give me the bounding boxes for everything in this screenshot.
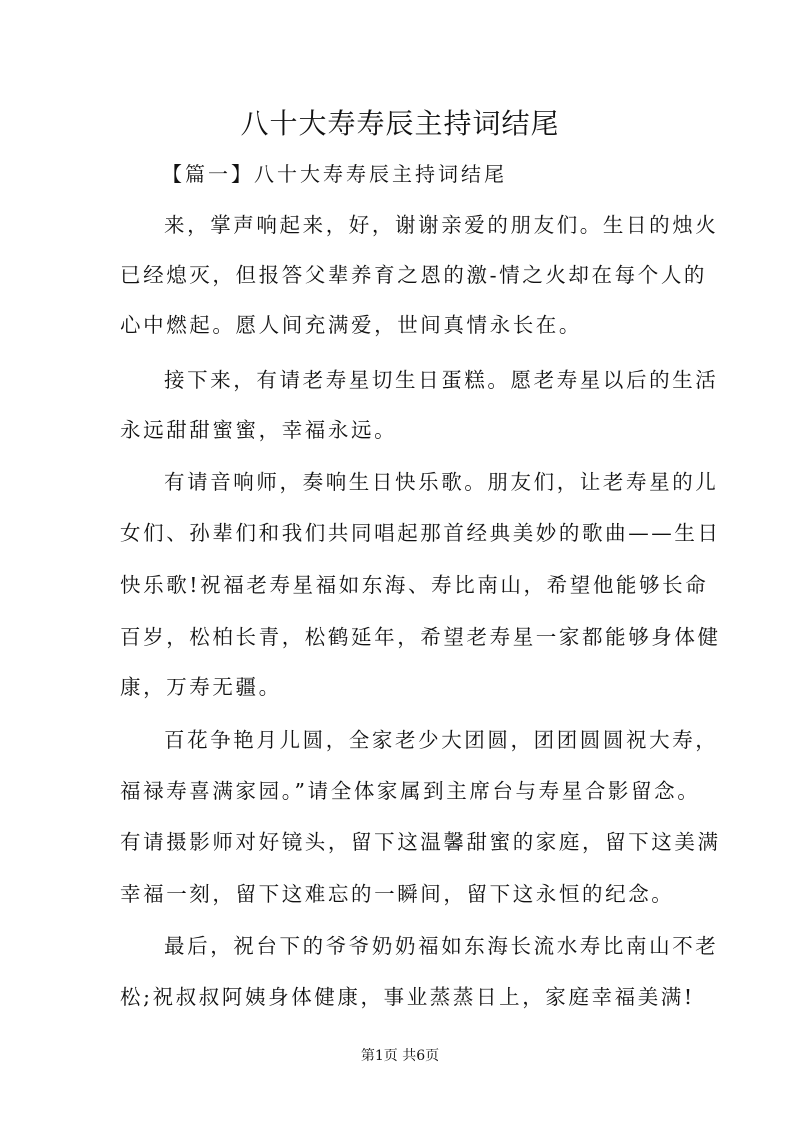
paragraph-3-line-3: 快乐歌!祝福老寿星福如东海、寿比南山，希望他能够长命: [120, 573, 709, 597]
paragraph-2-line-2: 永远甜甜蜜蜜，幸福永远。: [120, 418, 398, 442]
paragraph-4-line-2: 福禄寿喜满家园。”请全体家属到主席台与寿星合影留念。: [120, 779, 701, 803]
paragraph-4-line-3: 有请摄影师对好镜头，留下这温馨甜蜜的家庭，留下这美满: [120, 830, 721, 854]
section-heading: 【篇一】八十大寿寿辰主持词结尾: [162, 162, 507, 186]
paragraph-5-line-1: 最后，祝台下的爷爷奶奶福如东海长流水寿比南山不老: [164, 934, 719, 958]
paragraph-1-line-3: 心中燃起。愿人间充满爱，世间真情永长在。: [120, 313, 582, 337]
paragraph-4-line-4: 幸福一刻，留下这难忘的一瞬间，留下这永恒的纪念。: [120, 882, 675, 906]
paragraph-3-line-2: 女们、孙辈们和我们共同唱起那首经典美妙的歌曲——生日: [120, 521, 721, 545]
paragraph-1-line-2: 已经熄灭，但报答父辈养育之恩的激-情之火却在每个人的: [120, 263, 708, 287]
paragraph-4-line-1: 百花争艳月儿圆，全家老少大团圆，团团圆圆祝大寿，: [164, 728, 719, 752]
paragraph-1-line-1: 来，掌声响起来，好，谢谢亲爱的朋友们。生日的烛火: [164, 213, 719, 237]
document-title: 八十大寿寿辰主持词结尾: [240, 107, 560, 140]
paragraph-5-line-2: 松;祝叔叔阿姨身体健康，事业蒸蒸日上，家庭幸福美满!: [120, 985, 695, 1009]
page-number-footer: 第1页 共6页: [360, 1048, 440, 1064]
paragraph-3-line-4: 百岁，松柏长青，松鹤延年，希望老寿星一家都能够身体健: [120, 625, 721, 649]
paragraph-3-line-1: 有请音响师，奏响生日快乐歌。朋友们，让老寿星的儿: [164, 470, 719, 494]
paragraph-3-line-5: 康，万寿无疆。: [120, 675, 282, 699]
paragraph-2-line-1: 接下来，有请老寿星切生日蛋糕。愿老寿星以后的生活: [164, 368, 719, 392]
